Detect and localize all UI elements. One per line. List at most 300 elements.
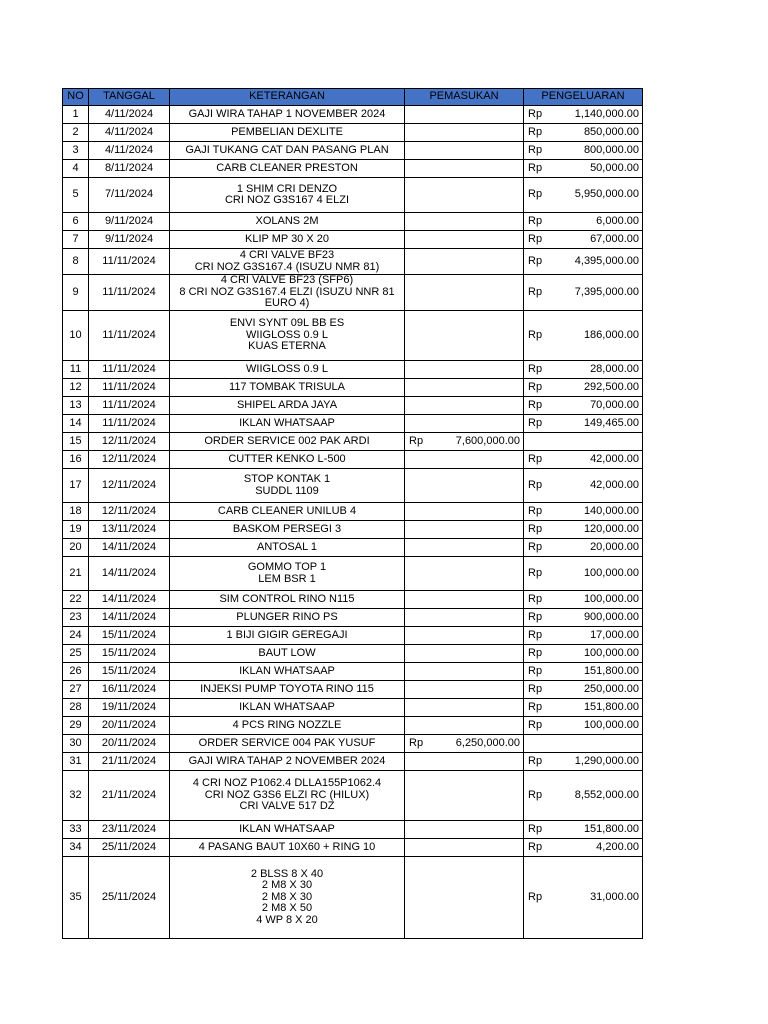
currency-label: Rp — [528, 214, 543, 227]
table-row — [63, 124, 643, 142]
cell-pengeluaran — [524, 717, 643, 735]
pengeluaran-value: 1,140,000.00 — [574, 107, 639, 120]
header-pengeluaran: PENGELUARAN — [524, 89, 643, 106]
cell-tanggal: 14/11/2024 — [89, 609, 170, 627]
currency-label: Rp — [528, 646, 543, 659]
cell-pemasukan — [405, 415, 524, 433]
pengeluaran-value: 28,000.00 — [590, 362, 639, 375]
cell-no: 19 — [63, 521, 89, 539]
pengeluaran-amount — [527, 109, 639, 121]
cell-tanggal: 4/11/2024 — [89, 124, 170, 142]
currency-label: Rp — [528, 107, 543, 120]
cell-pemasukan — [405, 557, 524, 591]
cell-pemasukan — [405, 857, 524, 939]
pengeluaran-value: 4,395,000.00 — [574, 254, 639, 267]
pengeluaran-amount — [527, 892, 639, 904]
cell-no: 25 — [63, 645, 89, 663]
header-keterangan: KETERANGAN — [170, 89, 405, 106]
table-row — [63, 469, 643, 503]
pengeluaran-amount — [527, 666, 639, 678]
cell-tanggal: 20/11/2024 — [89, 717, 170, 735]
cell-tanggal: 15/11/2024 — [89, 627, 170, 645]
pengeluaran-value: 140,000.00 — [583, 504, 639, 517]
currency-label: Rp — [528, 700, 543, 713]
cell-pengeluaran — [524, 503, 643, 521]
pengeluaran-amount — [527, 612, 639, 624]
cell-keterangan: IKLAN WHATSAAP — [170, 663, 405, 681]
cell-no: 24 — [63, 627, 89, 645]
pengeluaran-amount — [527, 790, 639, 802]
cell-pengeluaran — [524, 699, 643, 717]
cell-pemasukan — [405, 735, 524, 753]
cell-keterangan: GAJI WIRA TAHAP 2 NOVEMBER 2024 — [170, 753, 405, 771]
currency-label: Rp — [528, 592, 543, 605]
cell-tanggal: 16/11/2024 — [89, 681, 170, 699]
cell-keterangan: SHIPEL ARDA JAYA — [170, 397, 405, 415]
cell-keterangan: 4 CRI NOZ P1062.4 DLLA155P1062.4 CRI NOZ G3S6 ELZI RC (HILUX) CRI VALVE 517 DZ — [170, 771, 405, 821]
cell-pemasukan — [405, 753, 524, 771]
pengeluaran-value: 42,000.00 — [590, 478, 639, 491]
cell-tanggal: 11/11/2024 — [89, 379, 170, 397]
cell-tanggal: 11/11/2024 — [89, 415, 170, 433]
cell-tanggal: 15/11/2024 — [89, 645, 170, 663]
pengeluaran-amount — [527, 630, 639, 642]
cell-no: 28 — [63, 699, 89, 717]
pengeluaran-value: 100,000.00 — [583, 566, 639, 579]
cell-pemasukan — [405, 160, 524, 178]
pengeluaran-amount — [527, 454, 639, 466]
pengeluaran-amount — [527, 702, 639, 714]
table-body — [63, 106, 643, 939]
pengeluaran-amount — [527, 287, 639, 299]
currency-label: Rp — [528, 125, 543, 138]
cell-keterangan: ORDER SERVICE 002 PAK ARDI — [170, 433, 405, 451]
cell-tanggal: 4/11/2024 — [89, 142, 170, 160]
cell-keterangan: KLIP MP 30 X 20 — [170, 231, 405, 249]
cell-pemasukan — [405, 397, 524, 415]
cell-pemasukan — [405, 451, 524, 469]
cell-keterangan: CARB CLEANER UNILUB 4 — [170, 503, 405, 521]
cell-pemasukan — [405, 681, 524, 699]
pengeluaran-amount — [527, 127, 639, 139]
pengeluaran-value: 42,000.00 — [590, 452, 639, 465]
pengeluaran-amount — [527, 720, 639, 732]
table-row — [63, 451, 643, 469]
cell-keterangan: XOLANS 2M — [170, 213, 405, 231]
cell-pengeluaran — [524, 379, 643, 397]
cell-pengeluaran — [524, 609, 643, 627]
pengeluaran-value: 100,000.00 — [583, 718, 639, 731]
cell-pemasukan — [405, 469, 524, 503]
cell-pemasukan — [405, 771, 524, 821]
cell-keterangan: CUTTER KENKO L-500 — [170, 451, 405, 469]
currency-label: Rp — [528, 754, 543, 767]
table-row — [63, 433, 643, 451]
cell-keterangan: SIM CONTROL RINO N115 — [170, 591, 405, 609]
table-row — [63, 397, 643, 415]
table-header — [63, 89, 643, 106]
cell-pemasukan — [405, 124, 524, 142]
cell-pemasukan — [405, 821, 524, 839]
cell-pemasukan — [405, 213, 524, 231]
cell-no: 11 — [63, 361, 89, 379]
cell-no: 15 — [63, 433, 89, 451]
header-pemasukan: PEMASUKAN — [405, 89, 524, 106]
cell-pemasukan — [405, 717, 524, 735]
table-row — [63, 857, 643, 939]
table-row — [63, 645, 643, 663]
cell-tanggal: 4/11/2024 — [89, 106, 170, 124]
cell-no: 29 — [63, 717, 89, 735]
cell-keterangan: IKLAN WHATSAAP — [170, 699, 405, 717]
cell-no: 27 — [63, 681, 89, 699]
pengeluaran-value: 850,000.00 — [583, 125, 639, 138]
table-row — [63, 231, 643, 249]
cell-no: 14 — [63, 415, 89, 433]
cell-pemasukan — [405, 503, 524, 521]
cell-keterangan: IKLAN WHATSAAP — [170, 415, 405, 433]
pengeluaran-value: 151,800.00 — [583, 822, 639, 835]
pengeluaran-amount — [527, 216, 639, 228]
cell-keterangan: WIIGLOSS 0.9 L — [170, 361, 405, 379]
cell-no: 34 — [63, 839, 89, 857]
cell-pengeluaran — [524, 663, 643, 681]
pengeluaran-value: 151,800.00 — [583, 664, 639, 677]
pengeluaran-amount — [527, 648, 639, 660]
currency-label: Rp — [528, 522, 543, 535]
currency-label: Rp — [409, 736, 424, 749]
cell-pengeluaran — [524, 469, 643, 503]
cell-tanggal: 8/11/2024 — [89, 160, 170, 178]
cell-keterangan: PLUNGER RINO PS — [170, 609, 405, 627]
cell-no: 10 — [63, 311, 89, 361]
currency-label: Rp — [528, 380, 543, 393]
cell-no: 16 — [63, 451, 89, 469]
cell-keterangan: PEMBELIAN DEXLITE — [170, 124, 405, 142]
cell-keterangan: ENVI SYNT 09L BB ES WIIGLOSS 0.9 L KUAS ETERNA — [170, 311, 405, 361]
cell-pemasukan — [405, 231, 524, 249]
cell-pengeluaran — [524, 521, 643, 539]
pengeluaran-value: 149,465.00 — [583, 416, 639, 429]
pengeluaran-value: 151,800.00 — [583, 700, 639, 713]
cell-pengeluaran — [524, 753, 643, 771]
cell-pengeluaran — [524, 627, 643, 645]
cell-keterangan: 4 CRI VALVE BF23 CRI NOZ G3S167.4 (ISUZU NMR 81) — [170, 249, 405, 275]
currency-label: Rp — [528, 718, 543, 731]
pengeluaran-value: 100,000.00 — [583, 592, 639, 605]
currency-label: Rp — [528, 540, 543, 553]
table-row — [63, 839, 643, 857]
cell-tanggal: 21/11/2024 — [89, 771, 170, 821]
pengeluaran-value: 70,000.00 — [590, 398, 639, 411]
cell-pemasukan — [405, 627, 524, 645]
cell-tanggal: 11/11/2024 — [89, 397, 170, 415]
table-row — [63, 699, 643, 717]
pengeluaran-value: 7,395,000.00 — [574, 285, 639, 298]
cell-keterangan: GAJI TUKANG CAT DAN PASANG PLAN — [170, 142, 405, 160]
cell-tanggal: 7/11/2024 — [89, 178, 170, 213]
cell-no: 3 — [63, 142, 89, 160]
pengeluaran-value: 292,500.00 — [583, 380, 639, 393]
currency-label: Rp — [409, 434, 424, 447]
cell-no: 2 — [63, 124, 89, 142]
cell-keterangan: 1 SHIM CRI DENZO CRI NOZ G3S167 4 ELZI — [170, 178, 405, 213]
pengeluaran-amount — [527, 418, 639, 430]
cell-tanggal: 12/11/2024 — [89, 469, 170, 503]
table-row — [63, 503, 643, 521]
cell-pemasukan — [405, 142, 524, 160]
pengeluaran-amount — [527, 542, 639, 554]
cell-pengeluaran — [524, 106, 643, 124]
currency-label: Rp — [528, 161, 543, 174]
cell-pemasukan — [405, 839, 524, 857]
cell-no: 20 — [63, 539, 89, 557]
cell-pengeluaran — [524, 433, 643, 451]
table-row — [63, 415, 643, 433]
table-row — [63, 539, 643, 557]
cell-no: 17 — [63, 469, 89, 503]
pengeluaran-amount — [527, 594, 639, 606]
cell-tanggal: 11/11/2024 — [89, 311, 170, 361]
table-row — [63, 311, 643, 361]
cell-pengeluaran — [524, 539, 643, 557]
cell-no: 1 — [63, 106, 89, 124]
pengeluaran-value: 100,000.00 — [583, 646, 639, 659]
pemasukan-value: 7,600,000.00 — [455, 434, 520, 447]
cell-pemasukan — [405, 275, 524, 311]
table-row — [63, 275, 643, 311]
currency-label: Rp — [528, 398, 543, 411]
currency-label: Rp — [528, 566, 543, 579]
table-row — [63, 771, 643, 821]
cell-tanggal: 20/11/2024 — [89, 735, 170, 753]
cell-no: 4 — [63, 160, 89, 178]
pengeluaran-amount — [527, 234, 639, 246]
cell-pengeluaran — [524, 361, 643, 379]
pengeluaran-value: 186,000.00 — [583, 328, 639, 341]
cell-pemasukan — [405, 249, 524, 275]
currency-label: Rp — [528, 788, 543, 801]
currency-label: Rp — [528, 416, 543, 429]
currency-label: Rp — [528, 610, 543, 623]
cell-tanggal: 21/11/2024 — [89, 753, 170, 771]
cell-pengeluaran — [524, 821, 643, 839]
cell-tanggal: 23/11/2024 — [89, 821, 170, 839]
cell-tanggal: 11/11/2024 — [89, 275, 170, 311]
pemasukan-value: 6,250,000.00 — [455, 736, 520, 749]
pengeluaran-value: 67,000.00 — [590, 232, 639, 245]
pengeluaran-amount — [527, 163, 639, 175]
cell-pengeluaran — [524, 839, 643, 857]
table-row — [63, 753, 643, 771]
pengeluaran-amount — [527, 684, 639, 696]
table-row — [63, 627, 643, 645]
cell-no: 31 — [63, 753, 89, 771]
table-row — [63, 821, 643, 839]
cell-pengeluaran — [524, 771, 643, 821]
cell-pengeluaran — [524, 645, 643, 663]
currency-label: Rp — [528, 478, 543, 491]
cell-tanggal: 12/11/2024 — [89, 433, 170, 451]
currency-label: Rp — [528, 285, 543, 298]
pengeluaran-amount — [527, 400, 639, 412]
cell-tanggal: 25/11/2024 — [89, 857, 170, 939]
currency-label: Rp — [528, 232, 543, 245]
currency-label: Rp — [528, 504, 543, 517]
pengeluaran-value: 31,000.00 — [590, 890, 639, 903]
cell-pengeluaran — [524, 124, 643, 142]
cell-pengeluaran — [524, 231, 643, 249]
cell-pengeluaran — [524, 591, 643, 609]
cell-pengeluaran — [524, 397, 643, 415]
cell-keterangan: INJEKSI PUMP TOYOTA RINO 115 — [170, 681, 405, 699]
cell-no: 9 — [63, 275, 89, 311]
pengeluaran-value: 17,000.00 — [590, 628, 639, 641]
table-row — [63, 142, 643, 160]
table-row — [63, 160, 643, 178]
cell-pemasukan — [405, 521, 524, 539]
currency-label: Rp — [528, 188, 543, 201]
pengeluaran-amount — [527, 842, 639, 854]
cell-pemasukan — [405, 311, 524, 361]
cell-keterangan: GAJI WIRA TAHAP 1 NOVEMBER 2024 — [170, 106, 405, 124]
currency-label: Rp — [528, 143, 543, 156]
pengeluaran-value: 800,000.00 — [583, 143, 639, 156]
pengeluaran-value: 1,290,000.00 — [574, 754, 639, 767]
cell-no: 12 — [63, 379, 89, 397]
cell-keterangan: 1 BIJI GIGIR GEREGAJI — [170, 627, 405, 645]
cell-pengeluaran — [524, 178, 643, 213]
cell-tanggal: 11/11/2024 — [89, 361, 170, 379]
cell-tanggal: 14/11/2024 — [89, 591, 170, 609]
cell-no: 26 — [63, 663, 89, 681]
cell-pengeluaran — [524, 311, 643, 361]
pengeluaran-value: 120,000.00 — [583, 522, 639, 535]
cell-pemasukan — [405, 361, 524, 379]
cell-keterangan: BAUT LOW — [170, 645, 405, 663]
pengeluaran-value: 250,000.00 — [583, 682, 639, 695]
cell-pengeluaran — [524, 275, 643, 311]
pengeluaran-amount — [527, 256, 639, 268]
cell-tanggal: 15/11/2024 — [89, 663, 170, 681]
cell-no: 32 — [63, 771, 89, 821]
currency-label: Rp — [528, 822, 543, 835]
pengeluaran-amount — [527, 480, 639, 492]
cell-pemasukan — [405, 591, 524, 609]
header-no: NO — [63, 89, 89, 106]
pengeluaran-value: 900,000.00 — [583, 610, 639, 623]
pemasukan-amount — [408, 738, 520, 750]
cell-tanggal: 12/11/2024 — [89, 503, 170, 521]
pengeluaran-amount — [527, 382, 639, 394]
table-row — [63, 557, 643, 591]
cell-pemasukan — [405, 663, 524, 681]
cell-tanggal: 12/11/2024 — [89, 451, 170, 469]
cell-no: 13 — [63, 397, 89, 415]
cell-no: 6 — [63, 213, 89, 231]
currency-label: Rp — [528, 664, 543, 677]
cell-tanggal: 25/11/2024 — [89, 839, 170, 857]
cell-pengeluaran — [524, 681, 643, 699]
table-row — [63, 735, 643, 753]
table-row — [63, 591, 643, 609]
currency-label: Rp — [528, 628, 543, 641]
pengeluaran-value: 5,950,000.00 — [574, 188, 639, 201]
table-row — [63, 178, 643, 213]
cell-pemasukan — [405, 106, 524, 124]
cell-keterangan: CARB CLEANER PRESTON — [170, 160, 405, 178]
cell-keterangan: 2 BLSS 8 X 40 2 M8 X 30 2 M8 X 30 2 M8 X 50 4 WP 8 X 20 — [170, 857, 405, 939]
pengeluaran-amount — [527, 189, 639, 201]
table-row — [63, 681, 643, 699]
currency-label: Rp — [528, 328, 543, 341]
table-row — [63, 249, 643, 275]
table-row — [63, 717, 643, 735]
cell-pengeluaran — [524, 857, 643, 939]
cell-pengeluaran — [524, 142, 643, 160]
cell-no: 30 — [63, 735, 89, 753]
pengeluaran-amount — [527, 524, 639, 536]
currency-label: Rp — [528, 840, 543, 853]
table-row — [63, 609, 643, 627]
pengeluaran-amount — [527, 330, 639, 342]
ledger-table — [62, 88, 643, 939]
pengeluaran-amount — [527, 364, 639, 376]
cell-keterangan: 4 CRI VALVE BF23 (SFP6) 8 CRI NOZ G3S167.4 ELZI (ISUZU NNR 81 EURO 4) — [170, 275, 405, 311]
cell-tanggal: 9/11/2024 — [89, 213, 170, 231]
cell-keterangan: IKLAN WHATSAAP — [170, 821, 405, 839]
cell-no: 5 — [63, 178, 89, 213]
cell-keterangan: ORDER SERVICE 004 PAK YUSUF — [170, 735, 405, 753]
cell-no: 8 — [63, 249, 89, 275]
cell-pengeluaran — [524, 451, 643, 469]
cell-pengeluaran — [524, 213, 643, 231]
cell-no: 23 — [63, 609, 89, 627]
pengeluaran-value: 6,000.00 — [596, 214, 639, 227]
cell-tanggal: 9/11/2024 — [89, 231, 170, 249]
header-tanggal: TANGGAL — [89, 89, 170, 106]
pengeluaran-value: 8,552,000.00 — [574, 788, 639, 801]
cell-tanggal: 14/11/2024 — [89, 557, 170, 591]
table-row — [63, 663, 643, 681]
cell-keterangan: STOP KONTAK 1 SUDDL 1109 — [170, 469, 405, 503]
cell-pengeluaran — [524, 415, 643, 433]
cell-pemasukan — [405, 379, 524, 397]
pengeluaran-value: 20,000.00 — [590, 540, 639, 553]
pengeluaran-value: 50,000.00 — [590, 161, 639, 174]
cell-tanggal: 11/11/2024 — [89, 249, 170, 275]
header-row — [63, 89, 643, 106]
currency-label: Rp — [528, 362, 543, 375]
cell-tanggal: 19/11/2024 — [89, 699, 170, 717]
currency-label: Rp — [528, 254, 543, 267]
pengeluaran-amount — [527, 756, 639, 768]
cell-pemasukan — [405, 433, 524, 451]
table-row — [63, 106, 643, 124]
cell-keterangan: 4 PASANG BAUT 10X60 + RING 10 — [170, 839, 405, 857]
cell-keterangan: 117 TOMBAK TRISULA — [170, 379, 405, 397]
cell-pengeluaran — [524, 735, 643, 753]
pengeluaran-amount — [527, 824, 639, 836]
table-row — [63, 379, 643, 397]
cell-no: 35 — [63, 857, 89, 939]
cell-keterangan: GOMMO TOP 1 LEM BSR 1 — [170, 557, 405, 591]
cell-keterangan: ANTOSAL 1 — [170, 539, 405, 557]
pengeluaran-value: 4,200.00 — [596, 840, 639, 853]
cell-pengeluaran — [524, 249, 643, 275]
currency-label: Rp — [528, 682, 543, 695]
cell-pemasukan — [405, 699, 524, 717]
